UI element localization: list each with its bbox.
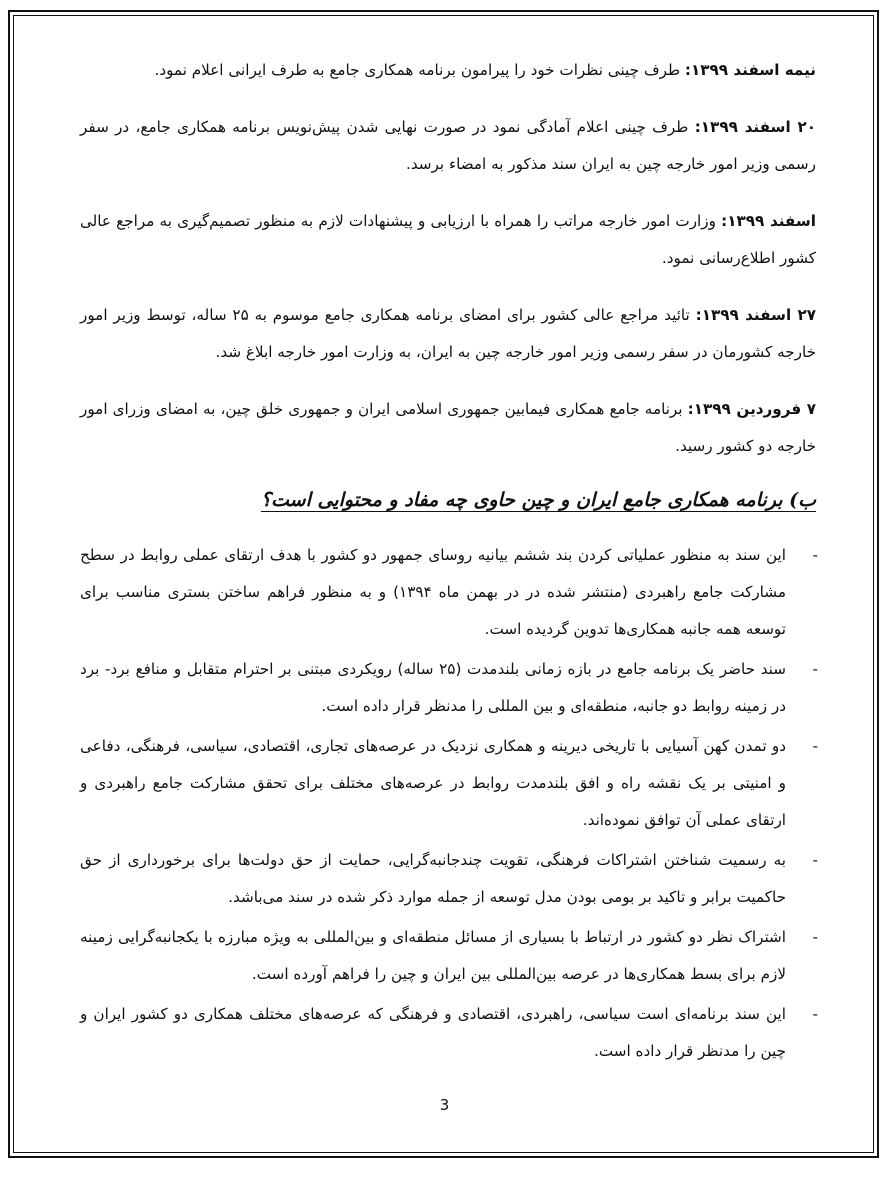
- list-item-text: این سند برنامه‌ای است سیاسی، راهبردی، اقتصادی و فرهنگی که عرصه‌های مختلف همکاری دو کشور ایران و چین را مدنظر قرار داده است.: [80, 1005, 786, 1060]
- section-heading: ب) برنامه همکاری جامع ایران و چین حاوی چه مفاد و محتوایی است؟: [260, 489, 816, 511]
- timeline-entry: [80, 391, 816, 465]
- list-item-text: دو تمدن کهن آسیایی با تاریخی دیرینه و همکاری نزدیک در عرصه‌های تجاری، اقتصادی، سیاسی، فرهنگی، دفاعی و امنیتی بر یک نقشه راه و افق بلندمدت روابط در عرصه‌های مختلف برای تحقق مشارکت جامع راهبردی و ارتقای عملی آن توافق نموده‌اند.: [80, 737, 786, 829]
- document-body: [80, 52, 816, 1073]
- timeline-text: وزارت امور خارجه مراتب را همراه با ارزیابی و پیشنهادات لازم به منظور تصمیم‌گیری به مراجع عالی کشور اطلاع‌رسانی نمود.: [80, 212, 816, 267]
- timeline-date: ۲۰ اسفند ۱۳۹۹:: [694, 118, 816, 136]
- list-item-text: به رسمیت شناختن اشتراکات فرهنگی، تقویت چندجانبه‌گرایی، حمایت از حق دولت‌ها برای برخورداری از حق حاکمیت برابر و تاکید بر بومی بودن مدل توسعه از جمله موارد ذکر شده در سند می‌باشد.: [80, 851, 786, 906]
- timeline-entry: [80, 203, 816, 277]
- bullet-marker: -: [812, 546, 818, 564]
- bullet-marker: -: [812, 851, 818, 869]
- timeline-date: ۲۷ اسفند ۱۳۹۹:: [695, 306, 816, 324]
- timeline-date: ۷ فروردین ۱۳۹۹:: [687, 400, 816, 418]
- timeline-entry: [80, 297, 816, 371]
- list-item: [80, 919, 816, 993]
- list-item: [80, 651, 816, 725]
- page-number: 3: [439, 1096, 450, 1114]
- list-item-text: این سند به منظور عملیاتی کردن بند ششم بیانیه روسای جمهور دو کشور با هدف ارتقای عملی روابط در سطح مشارکت جامع راهبردی (منتشر شده در در بهمن ماه ۱۳۹۴) و به منظور فراهم ساختن بستری مناسب برای توسعه همه جانبه همکاری‌ها تدوین گردیده است.: [80, 546, 786, 638]
- timeline-entry: [80, 109, 816, 183]
- list-item: [80, 842, 816, 916]
- timeline-entry: [80, 52, 816, 89]
- bullet-marker: -: [812, 660, 818, 678]
- list-item: [80, 537, 816, 648]
- timeline-text: طرف چینی اعلام آمادگی نمود در صورت نهایی شدن پیش‌نویس برنامه همکاری جامع، در سفر رسمی وزیر امور خارجه چین به ایران سند مذکور به امضاء برسد.: [80, 118, 816, 173]
- timeline-date: اسفند ۱۳۹۹:: [721, 212, 816, 230]
- bullet-marker: -: [812, 737, 818, 755]
- list-item: [80, 728, 816, 839]
- list-item-text: اشتراک نظر دو کشور در ارتباط با بسیاری از مسائل منطقه‌ای و بین‌المللی به ویژه مبارزه با یکجانبه‌گرایی زمینه لازم برای بسط همکاری‌ها در عرصه بین‌المللی بین ایران و چین را فراهم آورده است.: [80, 928, 786, 983]
- timeline-text: برنامه جامع همکاری فیمابین جمهوری اسلامی ایران و جمهوری خلق چین، به امضای وزرای امور خارجه دو کشور رسید.: [80, 400, 816, 455]
- timeline-text: تائید مراجع عالی کشور برای امضای برنامه همکاری جامع موسوم به ۲۵ ساله، توسط وزیر امور خارجه کشورمان در سفر رسمی وزیر امور خارجه چین به ایران، به وزارت امور خارجه ابلاغ شد.: [80, 306, 816, 361]
- timeline-date: نیمه اسفند ۱۳۹۹:: [684, 61, 816, 79]
- list-item-text: سند حاضر یک برنامه جامع در بازه زمانی بلندمدت (۲۵ ساله) رویکردی مبتنی بر احترام متقابل و منافع برد- برد در زمینه روابط دو جانبه، منطقه‌ای و بین المللی را مدنظر قرار داده است.: [80, 660, 786, 715]
- list-item: [80, 996, 816, 1070]
- bullet-list: [80, 537, 816, 1070]
- bullet-marker: -: [812, 1005, 818, 1023]
- timeline-text: طرف چینی نظرات خود را پیرامون برنامه همکاری جامع به طرف ایرانی اعلام نمود.: [154, 61, 685, 79]
- bullet-marker: -: [812, 928, 818, 946]
